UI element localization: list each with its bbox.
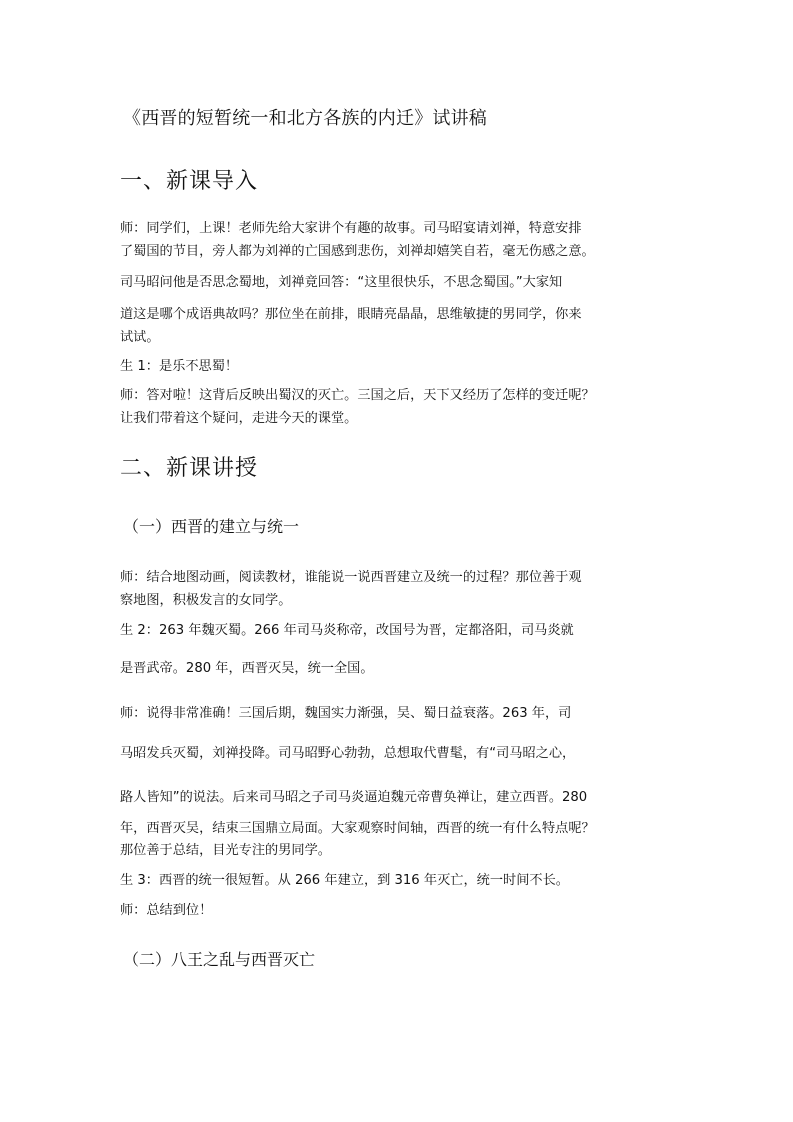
paragraph-line: 马昭发兵灭蜀，刘禅投降。司马昭野心勃勃，总想取代曹髦，有“司马昭之心，	[120, 746, 576, 761]
paragraph-line: 年，西晋灭吴，结束三国鼎立局面。大家观察时间轴，西晋的统一有什么特点呢？	[120, 821, 595, 836]
paragraph-line: 生 3：西晋的统一很短暂。从 266 年建立，到 316 年灭亡，统一时间不长。	[120, 873, 569, 888]
paragraph-line: 试试。	[120, 330, 160, 345]
section-heading-intro: 一、新课导入	[120, 169, 259, 194]
paragraph-line: 让我们带着这个疑问，走进今天的课堂。	[120, 411, 358, 426]
paragraph-line: 察地图，积极发言的女同学。	[120, 593, 292, 608]
paragraph-line: 师：同学们，上课！老师先给大家讲个有趣的故事。司马昭宴请刘禅，特意安排	[120, 221, 582, 236]
paragraph-line: 生 1：是乐不思蜀！	[120, 359, 239, 374]
paragraph-line: 师：答对啦！这背后反映出蜀汉的灭亡。三国之后，天下又经历了怎样的变迁呢？	[120, 388, 595, 403]
subsection-heading-establishment: （一）西晋的建立与统一	[123, 517, 300, 536]
paragraph-line: 那位善于总结，目光专注的男同学。	[120, 843, 331, 858]
paragraph-line: 了蜀国的节目，旁人都为刘禅的亡国感到悲伤，刘禅却嬉笑自若，毫无伤感之意。	[120, 244, 595, 259]
paragraph-line: 是晋武帝。280 年，西晋灭吴，统一全国。	[120, 661, 374, 676]
document-title: 《西晋的短暂统一和北方各族的内迁》试讲稿	[123, 108, 487, 129]
section-heading-lecture: 二、新课讲授	[120, 456, 259, 481]
paragraph-line: 师：说得非常准确！三国后期，魏国实力渐强，吴、蜀日益衰落。263 年，司	[120, 706, 572, 721]
paragraph-line: 生 2：263 年魏灭蜀。266 年司马炎称帝，改国号为晋，定都洛阳，司马炎就	[120, 623, 574, 638]
subsection-heading-eight-princes: （二）八王之乱与西晋灭亡	[123, 950, 316, 969]
paragraph-line: 路人皆知”的说法。后来司马昭之子司马炎逼迫魏元帝曹奂禅让，建立西晋。280	[120, 790, 588, 805]
paragraph-line: 师：结合地图动画，阅读教材，谁能说一说西晋建立及统一的过程？那位善于观	[120, 570, 582, 585]
paragraph-line: 道这是哪个成语典故吗？那位坐在前排，眼睛亮晶晶，思维敏捷的男同学，你来	[120, 307, 582, 322]
paragraph-line: 司马昭问他是否思念蜀地，刘禅竟回答：“这里很快乐，不思念蜀国。”大家知	[120, 275, 563, 290]
paragraph-line: 师：总结到位！	[120, 903, 213, 918]
